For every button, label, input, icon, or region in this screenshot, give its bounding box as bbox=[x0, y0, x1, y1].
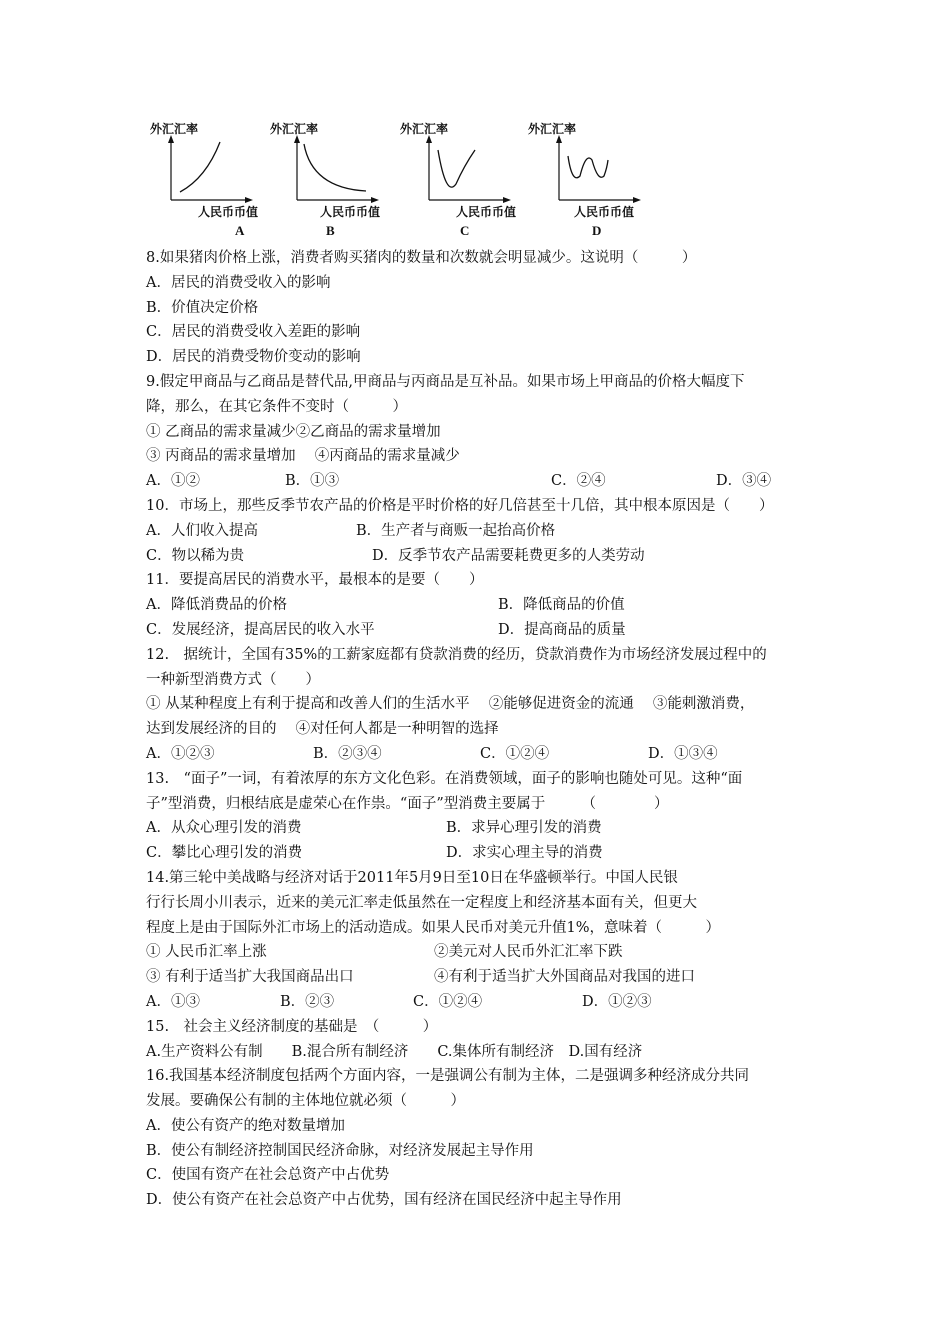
graph-a-xlabel: 人民币币值 bbox=[198, 205, 259, 219]
q13-option-c: C．攀比心理引发的消费 bbox=[146, 845, 303, 862]
graph-d-xlabel: 人民币币值 bbox=[574, 205, 635, 219]
q9-options bbox=[146, 469, 846, 494]
q12-option-d: D．①③④ bbox=[648, 745, 718, 762]
q16-option-d: D．使公有资产在社会总资产中占优势，国有经济在国民经济中起主导作用 bbox=[146, 1192, 622, 1209]
q14-option-d: D．①②③ bbox=[582, 993, 652, 1010]
q8-option-a: A．居民的消费受收入的影响 bbox=[146, 274, 331, 291]
q9-statements-1: ① 乙商品的需求量减少②乙商品的需求量增加 bbox=[146, 423, 441, 440]
q14-stem-line1: 14.第三轮中美战略与经济对话于2011年5月9日至10日在华盛顿举行。中国人民银 bbox=[146, 869, 678, 886]
graph-c-ylabel: 外汇汇率 bbox=[400, 122, 449, 136]
q14-option-c: C．①②④ bbox=[413, 993, 483, 1010]
q13-stem-line1: 13. “面子”一词，有着浓厚的东方文化色彩。在消费领域，面子的影响也随处可见。这种“面 bbox=[146, 770, 743, 787]
q15-options: A.生产资料公有制 B.混合所有制经济 C.集体所有制经济 D.国有经济 bbox=[146, 1043, 643, 1060]
q11-option-b: B．降低商品的价值 bbox=[498, 597, 625, 614]
q10-option-c: C．物以稀为贵 bbox=[146, 547, 245, 564]
q12-options bbox=[146, 742, 846, 767]
q11-options-row1 bbox=[146, 593, 846, 618]
q12-stem-line2: 一种新型消费方式（ ） bbox=[146, 671, 320, 688]
graph-b-ylabel: 外汇汇率 bbox=[270, 122, 319, 136]
graph-b bbox=[266, 118, 396, 240]
q11-stem: 11．要提高居民的消费水平，最根本的是要（ ） bbox=[146, 572, 484, 589]
q16-option-c: C．使国有资产在社会总资产中占优势 bbox=[146, 1167, 390, 1184]
q14-options bbox=[146, 990, 846, 1015]
q9-option-c: C．②④ bbox=[551, 473, 606, 490]
q16-stem-line1: 16.我国基本经济制度包括两个方面内容，一是强调公有制为主体，二是强调多种经济成分共同 bbox=[146, 1068, 750, 1085]
q16-option-b: B．使公有制经济控制国民经济命脉，对经济发展起主导作用 bbox=[146, 1142, 534, 1159]
q9-option-b: B．①③ bbox=[285, 473, 340, 490]
q10-options-row2 bbox=[146, 544, 846, 569]
q12-statements-1: ① 从某种程度上有利于提高和改善人们的生活水平 ②能够促进资金的流通 ③能刺激消费， bbox=[146, 696, 755, 713]
graph-d-letter: D bbox=[592, 223, 602, 238]
q10-option-a: A．人们收入提高 bbox=[146, 522, 258, 539]
graph-c-letter: C bbox=[460, 223, 470, 238]
q9-option-d: D．③④ bbox=[716, 473, 772, 490]
q11-option-c: C．发展经济，提高居民的收入水平 bbox=[146, 621, 375, 638]
q12-option-b: B．②③④ bbox=[313, 745, 382, 762]
graph-c-xlabel: 人民币币值 bbox=[456, 205, 517, 219]
q10-option-b: B．生产者与商贩一起抬高价格 bbox=[356, 522, 556, 539]
q10-option-d: D．反季节农产品需要耗费更多的人类劳动 bbox=[372, 547, 645, 564]
q8-stem: 8.如果猪肉价格上涨，消费者购买猪肉的数量和次数就会明显减少。这说明（ ） bbox=[146, 250, 697, 266]
exchange-rate-graphs bbox=[140, 118, 680, 240]
q8-option-d: D．居民的消费受物价变动的影响 bbox=[146, 349, 361, 366]
q14-statement-3: ③ 有利于适当扩大我国商品出口 bbox=[146, 969, 354, 986]
q9-statements-2: ③ 丙商品的需求量增加 ④丙商品的需求量减少 bbox=[146, 448, 460, 465]
q14-statements-row1 bbox=[146, 940, 846, 965]
q8-option-b: B．价值决定价格 bbox=[146, 299, 259, 316]
graph-b-xlabel: 人民币币值 bbox=[320, 205, 381, 219]
graph-d-ylabel: 外汇汇率 bbox=[528, 122, 577, 136]
q13-stem-line2: 子”型消费，归根结底是虚荣心在作祟。“面子”型消费主要属于 （ ） bbox=[146, 795, 669, 812]
q9-option-a: A．①② bbox=[146, 473, 200, 490]
q15-stem: 15. 社会主义经济制度的基础是 （ ） bbox=[146, 1018, 438, 1035]
q13-option-a: A．从众心理引发的消费 bbox=[146, 820, 302, 837]
q14-statement-4: ④有利于适当扩大外国商品对我国的进口 bbox=[434, 969, 695, 986]
q12-option-c: C．①②④ bbox=[480, 745, 550, 762]
graph-a-letter: A bbox=[235, 223, 245, 238]
q9-stem-line1: 9.假定甲商品与乙商品是替代品,甲商品与丙商品是互补品。如果市场上甲商品的价格大幅度下 bbox=[146, 373, 745, 390]
q11-option-a: A．降低消费品的价格 bbox=[146, 597, 287, 614]
q16-stem-line2: 发展。要确保公有制的主体地位就必须（ ） bbox=[146, 1093, 465, 1110]
q10-options-row1 bbox=[146, 519, 846, 544]
q8-option-c: C．居民的消费受收入差距的影响 bbox=[146, 324, 361, 341]
q16-option-a: A．使公有资产的绝对数量增加 bbox=[146, 1117, 345, 1134]
question-list bbox=[146, 246, 846, 1213]
q12-stem-line1: 12. 据统计，全国有35%的工薪家庭都有贷款消费的经历，贷款消费作为市场经济发展过程中的 bbox=[146, 646, 767, 663]
q14-option-a: A．①③ bbox=[146, 993, 200, 1010]
q14-statements-row2 bbox=[146, 965, 846, 990]
q14-statement-2: ②美元对人民币外汇汇率下跌 bbox=[434, 944, 623, 961]
graph-a bbox=[140, 118, 270, 240]
q12-option-a: A．①②③ bbox=[146, 745, 215, 762]
q11-option-d: D．提高商品的质量 bbox=[498, 621, 626, 638]
q13-option-b: B．求异心理引发的消费 bbox=[446, 820, 602, 837]
q14-option-b: B．②③ bbox=[280, 993, 335, 1010]
q10-stem: 10．市场上，那些反季节农产品的价格是平时价格的好几倍甚至十几倍，其中根本原因是（ ） bbox=[146, 497, 774, 514]
graph-c bbox=[398, 118, 528, 240]
graph-d bbox=[528, 118, 658, 240]
q12-statements-2: 达到发展经济的目的 ④对任何人都是一种明智的选择 bbox=[146, 721, 499, 738]
graph-b-letter: B bbox=[326, 223, 335, 238]
q14-stem-line2: 行行长周小川表示，近来的美元汇率走低虽然在一定程度上和经济基本面有关，但更大 bbox=[146, 894, 697, 911]
q13-options-row1 bbox=[146, 816, 846, 841]
graph-a-ylabel: 外汇汇率 bbox=[150, 122, 199, 136]
q13-options-row2 bbox=[146, 841, 846, 866]
q13-option-d: D．求实心理主导的消费 bbox=[446, 845, 603, 862]
q14-stem-line3: 程度上是由于国际外汇市场上的活动造成。如果人民币对美元升值1%，意味着（ ） bbox=[146, 919, 720, 936]
q14-statement-1: ① 人民币汇率上涨 bbox=[146, 944, 267, 961]
q9-stem-line2: 降，那么，在其它条件不变时（ ） bbox=[146, 398, 407, 415]
q11-options-row2 bbox=[146, 618, 846, 643]
